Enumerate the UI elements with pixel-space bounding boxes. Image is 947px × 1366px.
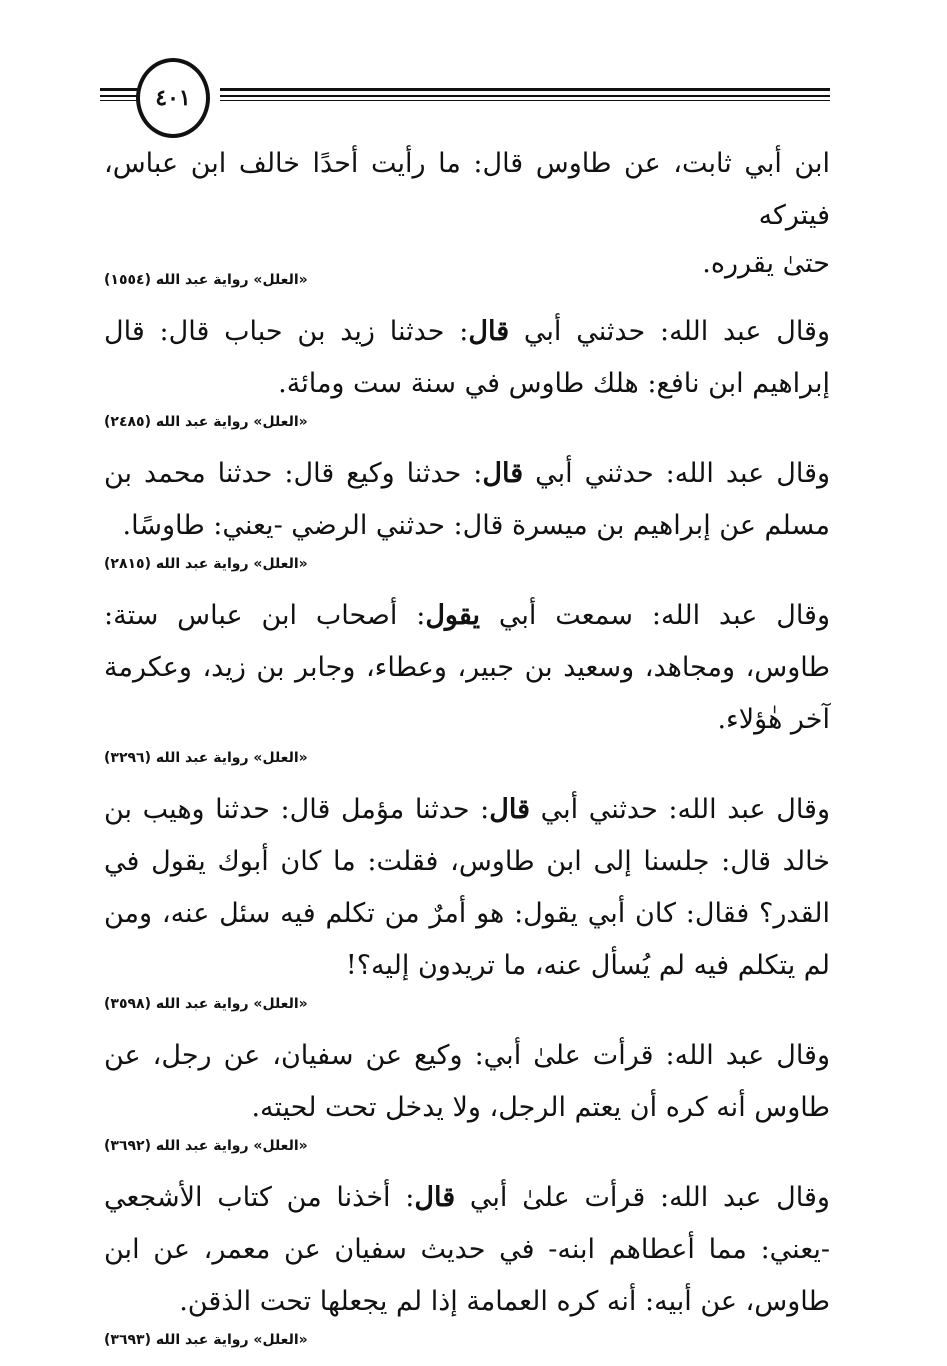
source-citation: «العلل» رواية عبد الله (١٥٥٤): [104, 272, 308, 288]
header-rule: [220, 100, 830, 101]
header-rule: [100, 88, 138, 91]
entry-text: [104, 138, 830, 242]
entry-1: [104, 138, 830, 306]
entry-text: وقال عبد الله: حدثني أبي قال: حدثنا مؤمل قال: حدثنا وهيب بن خالد قال: جلسنا إلى ابن طاوس، فقلت: ما كان أبوك يقول في القدر؟ فقال: كان أبي يقول: هو أمرٌ من تكلم فيه سئل عنه، ومن لم يتكلم فيه لم يُسأل عنه، ما تريدون إليه؟!: [104, 794, 830, 981]
source-citation: «العلل» رواية عبد الله (٢٤٨٥): [104, 414, 308, 430]
source-citation: «العلل» رواية عبد الله (٢٨١٥): [104, 556, 308, 572]
entry-text: وقال عبد الله: قرأت علىٰ أبي: وكيع عن سفيان، عن رجل، عن طاوس أنه كره أن يعتم الرجل، ولا يدخل تحت لحيته.: [104, 1040, 830, 1123]
source-citation: «العلل» رواية عبد الله (٣٢٩٦): [104, 750, 308, 766]
header-rule: [100, 100, 138, 101]
entry-4: [104, 590, 830, 770]
source-citation: «العلل» رواية عبد الله (٣٥٩٨): [104, 996, 308, 1012]
page-header: [100, 52, 830, 152]
page-number-frame: [136, 58, 210, 138]
entry-5: [104, 784, 830, 1016]
page-number: ٤٠١: [155, 85, 191, 111]
header-rule: [100, 95, 138, 97]
entry-text: وقال عبد الله: حدثني أبي قال: حدثنا زيد بن حباب قال: قال إبراهيم ابن نافع: هلك طاوس في سنة ست ومائة.: [104, 316, 830, 399]
entry-line: حتىٰ يقرره.: [702, 248, 830, 279]
header-rule: [220, 88, 830, 91]
entry-6: [104, 1030, 830, 1158]
entry-2: [104, 306, 830, 434]
source-citation: «العلل» رواية عبد الله (٣٦٩٢): [104, 1138, 308, 1154]
entry-3: [104, 448, 830, 576]
entry-text: [104, 238, 830, 290]
entry-text: وقال عبد الله: قرأت علىٰ أبي قال: أخذنا من كتاب الأشجعي -يعني: مما أعطاهم ابنه- في حديث سفيان عن معمر، عن ابن طاوس، عن أبيه: أنه كره العمامة إذا لم يجعلها تحت الذقن.: [104, 1182, 830, 1317]
source-citation: «العلل» رواية عبد الله (٣٦٩٣): [104, 1332, 308, 1348]
entry-text: وقال عبد الله: سمعت أبي يقول: أصحاب ابن عباس ستة: طاوس، ومجاهد، وسعيد بن جبير، وعطاء، وجابر بن زيد، وعكرمة آخر هٰؤلاء.: [104, 600, 830, 735]
page-content: [104, 138, 830, 1366]
entry-7: [104, 1172, 830, 1352]
entry-line: ابن أبي ثابت، عن طاوس قال: ما رأيت أحدًا خالف ابن عباس، فيتركه: [104, 148, 830, 231]
entry-text: وقال عبد الله: حدثني أبي قال: حدثنا وكيع قال: حدثنا محمد بن مسلم عن إبراهيم بن ميسرة قال: حدثني الرضي -يعني: طاوسًا.: [104, 458, 831, 541]
header-rule: [220, 95, 830, 97]
